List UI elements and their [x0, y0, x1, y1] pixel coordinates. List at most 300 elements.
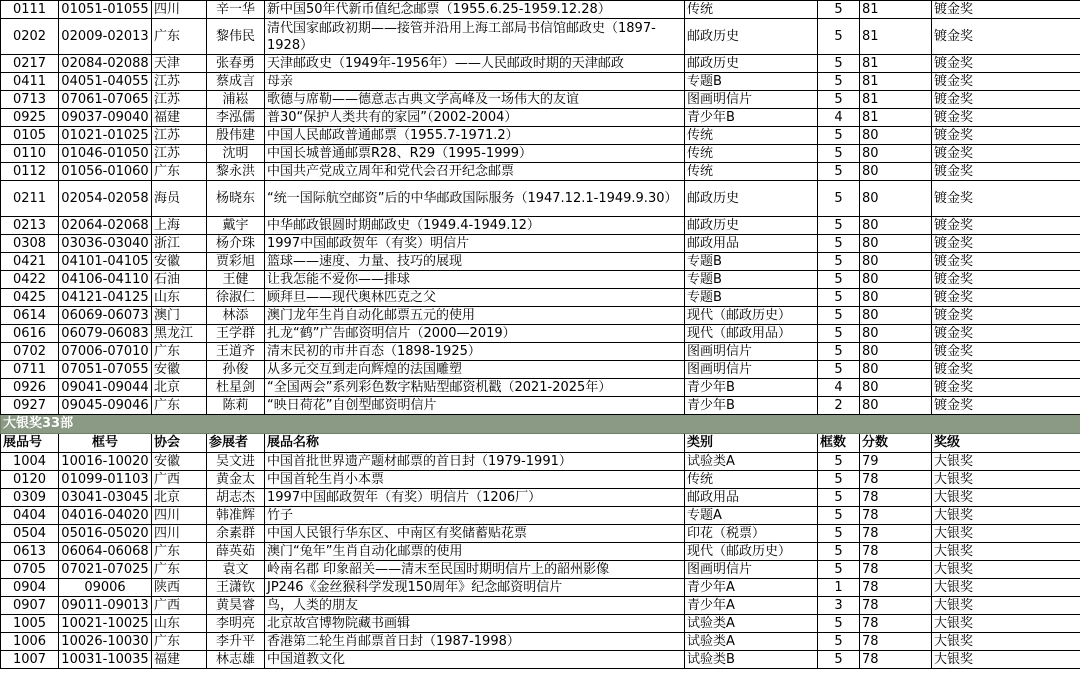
- cell-association: 广西: [152, 471, 207, 489]
- table-row: [1, 579, 1080, 597]
- cell-frame-no: 09045-09046: [59, 397, 152, 415]
- cell-frame-no: 05016-05020: [59, 525, 152, 543]
- cell-frame-no: 10026-10030: [59, 633, 152, 651]
- table-row: [1, 325, 1080, 343]
- cell-exhibitor: 李升平: [207, 633, 265, 651]
- cell-score: 78: [860, 633, 932, 651]
- cell-award-level: 镀金奖: [932, 397, 1080, 415]
- cell-exhibit-title: 中国人民银行华东区、中南区有奖储蓄贴花票: [265, 525, 685, 543]
- cell-exhibitor: 徐淑仁: [207, 289, 265, 307]
- cell-exhibit-title: 清代国家邮政初期——接管并沿用上海工部局书信馆邮政史（1897-1928）: [265, 19, 685, 55]
- header-exhibit-title: 展品名称: [265, 434, 685, 453]
- cell-score: 81: [860, 55, 932, 73]
- cell-exhibit-no: 0211: [1, 181, 59, 217]
- cell-frame-count: 5: [818, 489, 860, 507]
- cell-exhibit-no: 0217: [1, 55, 59, 73]
- cell-exhibit-title: 天津邮政史（1949年-1956年）——人民邮政时期的天津邮政: [265, 55, 685, 73]
- cell-frame-no: 07021-07025: [59, 561, 152, 579]
- cell-frame-no: 06079-06083: [59, 325, 152, 343]
- cell-association: 广东: [152, 561, 207, 579]
- cell-award-level: 大银奖: [932, 615, 1080, 633]
- cell-exhibit-no: 0309: [1, 489, 59, 507]
- cell-exhibitor: 殷伟建: [207, 127, 265, 145]
- table-row: [1, 55, 1080, 73]
- cell-exhibit-no: 0112: [1, 163, 59, 181]
- cell-category: 图画明信片: [685, 561, 818, 579]
- cell-association: 四川: [152, 1, 207, 19]
- cell-frame-no: 10021-10025: [59, 615, 152, 633]
- cell-association: 陕西: [152, 579, 207, 597]
- cell-exhibit-title: 中国道教文化: [265, 651, 685, 669]
- table-row: [1, 397, 1080, 415]
- cell-exhibitor: 王潇钦: [207, 579, 265, 597]
- cell-score: 80: [860, 289, 932, 307]
- cell-category: 现代（邮政用品）: [685, 325, 818, 343]
- table-row: [1, 217, 1080, 235]
- cell-category: 邮政用品: [685, 235, 818, 253]
- cell-exhibit-no: 0422: [1, 271, 59, 289]
- cell-award-level: 镀金奖: [932, 253, 1080, 271]
- cell-category: 现代（邮政历史）: [685, 543, 818, 561]
- cell-frame-no: 04051-04055: [59, 73, 152, 91]
- cell-exhibit-title: 篮球——速度、力量、技巧的展现: [265, 253, 685, 271]
- cell-exhibit-title: “全国两会”系列彩色数字粘贴型邮资机戳（2021-2025年）: [265, 379, 685, 397]
- cell-category: 邮政历史: [685, 217, 818, 235]
- cell-category: 专题B: [685, 73, 818, 91]
- table-row: [1, 561, 1080, 579]
- table-row: [1, 471, 1080, 489]
- cell-exhibit-no: 0904: [1, 579, 59, 597]
- cell-exhibitor: 李泓儒: [207, 109, 265, 127]
- cell-exhibitor: 黎伟民: [207, 19, 265, 55]
- cell-frame-no: 09011-09013: [59, 597, 152, 615]
- table-row: [1, 543, 1080, 561]
- cell-association: 福建: [152, 109, 207, 127]
- cell-category: 试验类B: [685, 651, 818, 669]
- cell-exhibit-title: 澳门龙年生肖自动化邮票五元的使用: [265, 307, 685, 325]
- cell-category: 印花（税票）: [685, 525, 818, 543]
- cell-exhibit-no: 0613: [1, 543, 59, 561]
- cell-exhibit-no: 1004: [1, 453, 59, 471]
- cell-exhibitor: 黄昊睿: [207, 597, 265, 615]
- cell-frame-count: 5: [818, 253, 860, 271]
- cell-category: 邮政用品: [685, 489, 818, 507]
- cell-frame-no: 06069-06073: [59, 307, 152, 325]
- cell-exhibit-title: 中国首批世界遗产题材邮票的首日封（1979-1991）: [265, 453, 685, 471]
- cell-award-level: 镀金奖: [932, 127, 1080, 145]
- cell-category: 专题B: [685, 289, 818, 307]
- cell-frame-count: 5: [818, 307, 860, 325]
- cell-exhibit-no: 0504: [1, 525, 59, 543]
- cell-category: 专题B: [685, 253, 818, 271]
- table-row: [1, 651, 1080, 669]
- cell-frame-no: 01099-01103: [59, 471, 152, 489]
- cell-exhibitor: 王学群: [207, 325, 265, 343]
- cell-frame-no: 07006-07010: [59, 343, 152, 361]
- cell-exhibit-title: 新中国50年代新币值纪念邮票（1955.6.25-1959.12.28）: [265, 1, 685, 19]
- cell-exhibit-no: 0411: [1, 73, 59, 91]
- cell-exhibit-no: 0926: [1, 379, 59, 397]
- cell-exhibitor: 林添: [207, 307, 265, 325]
- cell-frame-no: 09037-09040: [59, 109, 152, 127]
- cell-exhibit-no: 0202: [1, 19, 59, 55]
- cell-frame-count: 1: [818, 579, 860, 597]
- cell-award-level: 大银奖: [932, 633, 1080, 651]
- cell-exhibit-title: 中国共产党成立周年和党代会召开纪念邮票: [265, 163, 685, 181]
- cell-score: 80: [860, 235, 932, 253]
- cell-frame-count: 5: [818, 633, 860, 651]
- cell-exhibit-no: 0713: [1, 91, 59, 109]
- table-row: [1, 145, 1080, 163]
- cell-frame-no: 04016-04020: [59, 507, 152, 525]
- cell-score: 78: [860, 543, 932, 561]
- cell-association: 山东: [152, 615, 207, 633]
- cell-exhibit-no: 0110: [1, 145, 59, 163]
- cell-frame-count: 5: [818, 217, 860, 235]
- cell-category: 青少年B: [685, 397, 818, 415]
- cell-exhibitor: 林志雄: [207, 651, 265, 669]
- cell-award-level: 镀金奖: [932, 307, 1080, 325]
- cell-association: 安徽: [152, 453, 207, 471]
- cell-exhibit-no: 0616: [1, 325, 59, 343]
- cell-score: 80: [860, 379, 932, 397]
- cell-association: 石油: [152, 271, 207, 289]
- cell-exhibitor: 王健: [207, 271, 265, 289]
- cell-frame-no: 03036-03040: [59, 235, 152, 253]
- cell-category: 试验类A: [685, 633, 818, 651]
- cell-exhibitor: 黄金太: [207, 471, 265, 489]
- cell-frame-count: 3: [818, 597, 860, 615]
- cell-award-level: 大银奖: [932, 471, 1080, 489]
- cell-exhibit-title: 清末民初的市井百态（1898-1925）: [265, 343, 685, 361]
- table-row: [1, 127, 1080, 145]
- cell-association: 广东: [152, 19, 207, 55]
- cell-exhibit-title: 扎龙“鹤”广告邮资明信片（2000—2019）: [265, 325, 685, 343]
- cell-score: 78: [860, 507, 932, 525]
- cell-score: 80: [860, 343, 932, 361]
- cell-association: 北京: [152, 379, 207, 397]
- cell-exhibitor: 王道齐: [207, 343, 265, 361]
- cell-category: 青少年B: [685, 379, 818, 397]
- cell-frame-count: 5: [818, 235, 860, 253]
- cell-exhibitor: 孙俊: [207, 361, 265, 379]
- header-exhibit-no: 展品号: [1, 434, 59, 453]
- cell-score: 80: [860, 127, 932, 145]
- cell-frame-count: 5: [818, 453, 860, 471]
- cell-frame-no: 04121-04125: [59, 289, 152, 307]
- cell-score: 80: [860, 271, 932, 289]
- cell-association: 广东: [152, 163, 207, 181]
- cell-exhibit-title: 歌德与席勒——德意志古典文学高峰及一场伟大的友谊: [265, 91, 685, 109]
- cell-exhibit-no: 0404: [1, 507, 59, 525]
- header-frame-count: 框数: [818, 434, 860, 453]
- table-row: [1, 1, 1080, 19]
- cell-exhibit-title: 中国首轮生肖小本票: [265, 471, 685, 489]
- cell-category: 图画明信片: [685, 91, 818, 109]
- cell-frame-count: 5: [818, 271, 860, 289]
- cell-exhibit-title: “映日荷花”自创型邮资明信片: [265, 397, 685, 415]
- cell-score: 81: [860, 91, 932, 109]
- cell-exhibitor: 杨介珠: [207, 235, 265, 253]
- table-row: [1, 289, 1080, 307]
- cell-exhibit-no: 0120: [1, 471, 59, 489]
- table-row: [1, 525, 1080, 543]
- cell-award-level: 镀金奖: [932, 19, 1080, 55]
- table-row: [1, 91, 1080, 109]
- cell-association: 广东: [152, 633, 207, 651]
- cell-frame-count: 5: [818, 55, 860, 73]
- cell-score: 78: [860, 579, 932, 597]
- cell-score: 80: [860, 181, 932, 217]
- cell-association: 福建: [152, 651, 207, 669]
- cell-association: 广东: [152, 543, 207, 561]
- cell-score: 78: [860, 525, 932, 543]
- header-association: 协会: [152, 434, 207, 453]
- cell-frame-count: 5: [818, 181, 860, 217]
- table-row: [1, 615, 1080, 633]
- cell-frame-no: 09006: [59, 579, 152, 597]
- cell-exhibitor: 张春勇: [207, 55, 265, 73]
- cell-award-level: 镀金奖: [932, 325, 1080, 343]
- cell-award-level: 镀金奖: [932, 55, 1080, 73]
- cell-exhibit-title: 让我怎能不爱你——排球: [265, 271, 685, 289]
- cell-award-level: 大银奖: [932, 651, 1080, 669]
- cell-exhibit-title: 岭南名郡 印象韶关——清末至民国时期明信片上的韶州影像: [265, 561, 685, 579]
- cell-category: 邮政历史: [685, 181, 818, 217]
- cell-score: 78: [860, 561, 932, 579]
- table-row: [1, 343, 1080, 361]
- header-score: 分数: [860, 434, 932, 453]
- cell-exhibit-no: 1006: [1, 633, 59, 651]
- cell-score: 78: [860, 489, 932, 507]
- cell-award-level: 镀金奖: [932, 73, 1080, 91]
- cell-exhibit-no: 0213: [1, 217, 59, 235]
- cell-exhibitor: 贾彩旭: [207, 253, 265, 271]
- header-exhibitor: 参展者: [207, 434, 265, 453]
- cell-exhibit-title: 普30“保护人类共有的家园”（2002-2004）: [265, 109, 685, 127]
- cell-frame-count: 5: [818, 91, 860, 109]
- cell-exhibitor: 吴文进: [207, 453, 265, 471]
- cell-frame-count: 5: [818, 163, 860, 181]
- cell-exhibit-title: 顾拜旦——现代奥林匹克之父: [265, 289, 685, 307]
- header-frame-no: 框号: [59, 434, 152, 453]
- cell-award-level: 镀金奖: [932, 109, 1080, 127]
- cell-award-level: 大银奖: [932, 453, 1080, 471]
- cell-score: 80: [860, 325, 932, 343]
- cell-frame-count: 5: [818, 1, 860, 19]
- cell-score: 79: [860, 453, 932, 471]
- large-silver-section: [1, 415, 1080, 453]
- cell-frame-count: 5: [818, 343, 860, 361]
- cell-association: 广西: [152, 597, 207, 615]
- cell-exhibit-no: 0614: [1, 307, 59, 325]
- cell-frame-count: 5: [818, 507, 860, 525]
- cell-frame-count: 5: [818, 289, 860, 307]
- cell-exhibitor: 沈明: [207, 145, 265, 163]
- cell-category: 邮政历史: [685, 55, 818, 73]
- cell-score: 80: [860, 217, 932, 235]
- cell-frame-no: 10016-10020: [59, 453, 152, 471]
- cell-category: 传统: [685, 163, 818, 181]
- cell-association: 天津: [152, 55, 207, 73]
- cell-category: 试验类A: [685, 453, 818, 471]
- table-row: [1, 507, 1080, 525]
- cell-frame-no: 03041-03045: [59, 489, 152, 507]
- cell-exhibit-title: 从多元交互到走向辉煌的法国雕塑: [265, 361, 685, 379]
- cell-award-level: 镀金奖: [932, 343, 1080, 361]
- cell-frame-count: 5: [818, 127, 860, 145]
- cell-award-level: 镀金奖: [932, 361, 1080, 379]
- cell-association: 浙江: [152, 235, 207, 253]
- cell-score: 80: [860, 253, 932, 271]
- cell-frame-no: 02064-02068: [59, 217, 152, 235]
- table-row: [1, 633, 1080, 651]
- cell-score: 80: [860, 145, 932, 163]
- cell-frame-no: 04101-04105: [59, 253, 152, 271]
- table-row: [1, 453, 1080, 471]
- cell-award-level: 大银奖: [932, 597, 1080, 615]
- cell-exhibit-no: 1005: [1, 615, 59, 633]
- cell-exhibit-no: 0711: [1, 361, 59, 379]
- cell-category: 青少年B: [685, 109, 818, 127]
- cell-association: 四川: [152, 507, 207, 525]
- table-row: [1, 271, 1080, 289]
- cell-award-level: 大银奖: [932, 489, 1080, 507]
- cell-award-level: 镀金奖: [932, 1, 1080, 19]
- cell-exhibit-title: 1997中国邮政贺年（有奖）明信片: [265, 235, 685, 253]
- cell-frame-count: 2: [818, 397, 860, 415]
- cell-exhibitor: 袁文: [207, 561, 265, 579]
- table-row: [1, 19, 1080, 55]
- cell-category: 图画明信片: [685, 343, 818, 361]
- cell-category: 专题B: [685, 271, 818, 289]
- table-header-row: [1, 434, 1080, 453]
- cell-exhibitor: 李明亮: [207, 615, 265, 633]
- table-row: [1, 307, 1080, 325]
- cell-category: 传统: [685, 471, 818, 489]
- cell-score: 81: [860, 19, 932, 55]
- cell-exhibit-title: 竹子: [265, 507, 685, 525]
- table-row: [1, 489, 1080, 507]
- cell-score: 80: [860, 163, 932, 181]
- cell-exhibitor: 陈莉: [207, 397, 265, 415]
- cell-exhibit-title: 母亲: [265, 73, 685, 91]
- cell-award-level: 镀金奖: [932, 379, 1080, 397]
- cell-score: 81: [860, 109, 932, 127]
- cell-award-level: 镀金奖: [932, 289, 1080, 307]
- cell-exhibit-no: 0927: [1, 397, 59, 415]
- cell-exhibit-title: 中国长城普通邮票R28、R29（1995-1999）: [265, 145, 685, 163]
- cell-exhibit-title: 中华邮政银圆时期邮政史（1949.4-1949.12）: [265, 217, 685, 235]
- cell-exhibitor: 薛英茹: [207, 543, 265, 561]
- cell-score: 81: [860, 1, 932, 19]
- cell-frame-count: 5: [818, 651, 860, 669]
- cell-exhibit-title: JP246《金丝猴科学发现150周年》纪念邮资明信片: [265, 579, 685, 597]
- cell-exhibitor: 杜星剑: [207, 379, 265, 397]
- cell-exhibitor: 余素群: [207, 525, 265, 543]
- header-category: 类别: [685, 434, 818, 453]
- cell-award-level: 大银奖: [932, 561, 1080, 579]
- cell-association: 北京: [152, 489, 207, 507]
- cell-frame-count: 5: [818, 471, 860, 489]
- cell-award-level: 镀金奖: [932, 91, 1080, 109]
- section-banner: 大银奖33部: [1, 415, 1080, 434]
- cell-association: 山东: [152, 289, 207, 307]
- cell-frame-count: 5: [818, 73, 860, 91]
- cell-score: 80: [860, 361, 932, 379]
- table-row: [1, 361, 1080, 379]
- cell-frame-no: 01046-01050: [59, 145, 152, 163]
- cell-score: 80: [860, 307, 932, 325]
- cell-category: 试验类A: [685, 615, 818, 633]
- cell-exhibit-no: 0111: [1, 1, 59, 19]
- cell-score: 78: [860, 471, 932, 489]
- cell-exhibit-no: 0702: [1, 343, 59, 361]
- cell-award-level: 大银奖: [932, 543, 1080, 561]
- cell-frame-no: 02009-02013: [59, 19, 152, 55]
- cell-exhibit-no: 0425: [1, 289, 59, 307]
- cell-association: 安徽: [152, 361, 207, 379]
- cell-award-level: 镀金奖: [932, 217, 1080, 235]
- cell-exhibit-no: 0907: [1, 597, 59, 615]
- cell-exhibit-title: 澳门“兔年”生肖自动化邮票的使用: [265, 543, 685, 561]
- cell-category: 青少年A: [685, 579, 818, 597]
- cell-category: 现代（邮政历史）: [685, 307, 818, 325]
- table-row: [1, 253, 1080, 271]
- cell-category: 青少年A: [685, 597, 818, 615]
- cell-frame-no: 06064-06068: [59, 543, 152, 561]
- cell-exhibit-no: 0421: [1, 253, 59, 271]
- cell-association: 海员: [152, 181, 207, 217]
- cell-association: 江苏: [152, 73, 207, 91]
- cell-exhibit-no: 0308: [1, 235, 59, 253]
- cell-score: 78: [860, 597, 932, 615]
- cell-exhibitor: 浦崧: [207, 91, 265, 109]
- cell-award-level: 镀金奖: [932, 163, 1080, 181]
- cell-association: 上海: [152, 217, 207, 235]
- cell-association: 江苏: [152, 145, 207, 163]
- cell-frame-count: 5: [818, 543, 860, 561]
- cell-frame-no: 07051-07055: [59, 361, 152, 379]
- cell-association: 澳门: [152, 307, 207, 325]
- cell-category: 传统: [685, 127, 818, 145]
- cell-award-level: 镀金奖: [932, 271, 1080, 289]
- cell-award-level: 镀金奖: [932, 235, 1080, 253]
- cell-category: 传统: [685, 1, 818, 19]
- cell-exhibitor: 杨晓东: [207, 181, 265, 217]
- cell-exhibit-title: 中国人民邮政普通邮票（1955.7-1971.2）: [265, 127, 685, 145]
- cell-association: 黑龙江: [152, 325, 207, 343]
- cell-association: 江苏: [152, 127, 207, 145]
- cell-association: 四川: [152, 525, 207, 543]
- cell-score: 78: [860, 651, 932, 669]
- cell-frame-count: 5: [818, 19, 860, 55]
- cell-exhibitor: 胡志杰: [207, 489, 265, 507]
- cell-frame-no: 01051-01055: [59, 1, 152, 19]
- header-award-level: 奖级: [932, 434, 1080, 453]
- cell-score: 80: [860, 397, 932, 415]
- gilt-award-rows: [1, 1, 1080, 415]
- cell-exhibit-title: 鸟，人类的朋友: [265, 597, 685, 615]
- cell-score: 81: [860, 73, 932, 91]
- cell-category: 传统: [685, 145, 818, 163]
- cell-frame-no: 01056-01060: [59, 163, 152, 181]
- cell-exhibit-no: 0105: [1, 127, 59, 145]
- cell-frame-count: 4: [818, 109, 860, 127]
- cell-association: 安徽: [152, 253, 207, 271]
- cell-frame-no: 01021-01025: [59, 127, 152, 145]
- cell-association: 江苏: [152, 91, 207, 109]
